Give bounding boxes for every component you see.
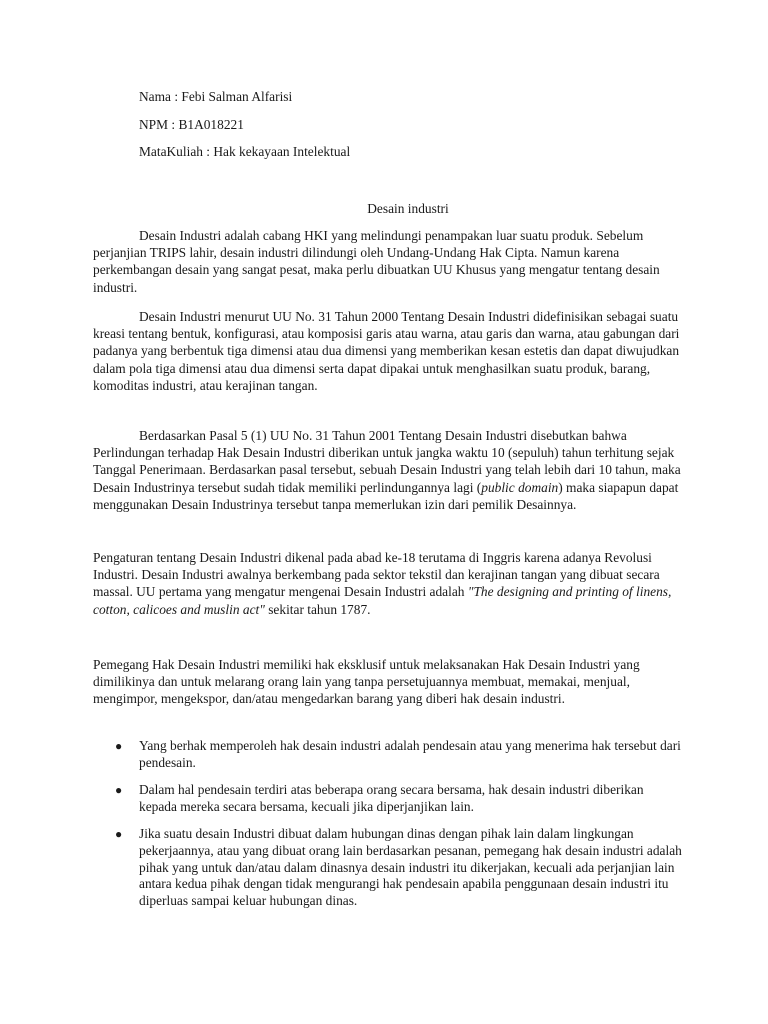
document-title: Desain industri [367, 201, 449, 216]
list-item [93, 826, 683, 909]
bullet-list [93, 738, 683, 920]
bullet-icon: ● [115, 783, 123, 798]
list-item [93, 738, 683, 771]
student-name: Nama : Febi Salman Alfarisi [139, 89, 293, 104]
list-item-text: Dalam hal pendesain terdiri atas beberapa orang secara bersama, hak desain industri diberikan kepada mereka secara bersama, kecuali jika diperjanjikan lain. [139, 782, 644, 814]
emphasis-text: public domain [481, 479, 559, 495]
paragraph-text: ) maka siapapun dapat menggunakan Desain Industrinya tersebut tanpa memerlukan izin dari pemilik Desainnya. [93, 479, 679, 512]
paragraph-rights-holder: Pemegang Hak Desain Industri memiliki hak eksklusif untuk melaksanakan Hak Desain Industri yang dimilikinya dan untuk melarang orang lain yang tanpa persetujuannya membuat, memakai, menjual, mengimpor, mengekspor, dan/atau mengedarkan barang yang diberi hak desain industri. [93, 657, 640, 707]
paragraph-definition: Desain Industri adalah cabang HKI yang melindungi penampakan luar suatu produk. Sebelum perjanjian TRIPS lahir, desain industri dilindungi oleh Undang-Undang Hak Cipta. Namun karena perkembangan desain yang sangat pesat, maka perlu dibuatkan UU Khusus yang mengatur tentang desain industri. [93, 228, 660, 295]
course-name: MataKuliah : Hak kekayaan Intelektual [139, 144, 351, 159]
paragraph-text: Berdasarkan Pasal 5 (1) UU No. 31 Tahun 2001 Tentang Desain Industri disebutkan bahwa Perlindungan terhadap Hak Desain Industri diberikan untuk jangka waktu 10 (sepuluh) tahun terhitung sejak Tanggal Penerimaan. Berdasarkan pasal tersebut, sebuah Desain Industri yang telah lebih dari 10 tahun, maka Desain Industrinya tersebut sudah tidak memiliki perlindungannya lagi ( [93, 428, 681, 495]
list-item-text: Yang berhak memperoleh hak desain industri adalah pendesain atau yang menerima hak tersebut dari pendesain. [139, 738, 681, 770]
student-npm: NPM : B1A018221 [139, 117, 244, 132]
list-item [93, 782, 683, 815]
paragraph-text: sekitar tahun 1787. [264, 601, 371, 617]
list-item-text: Jika suatu desain Industri dibuat dalam hubungan dinas dengan pihak lain dalam lingkungan pekerjaannya, atau yang dibuat orang lain berdasarkan pesanan, pemegang hak desain industri adalah pihak yang untuk dan/atau dalam dinasnya desain industri itu dikerjakan, kecuali ada perjanjian lain antara kedua pihak dengan tidak mengurangi hak pendesain apabila penggunaan desain industri itu diperluas sampai keluar hubungan dinas. [139, 826, 682, 908]
paragraph-text: Pengaturan tentang Desain Industri dikenal pada abad ke-18 terutama di Inggris karena adanya Revolusi Industri. Desain Industri awalnya berkembang pada sektor tekstil dan kerajinan tangan yang dibuat secara massal. UU pertama yang mengatur mengenai Desain Industri adalah [93, 550, 660, 600]
paragraph-history [93, 549, 683, 618]
paragraph-protection-period [93, 427, 683, 513]
emphasis-text: "The designing and printing of linens, cotton, calicoes and muslin act" [93, 584, 672, 617]
bullet-icon: ● [115, 739, 123, 753]
bullet-icon: ● [115, 827, 123, 842]
paragraph-uu-definition: Desain Industri menurut UU No. 31 Tahun 2000 Tentang Desain Industri didefinisikan sebagai suatu kreasi tentang bentuk, konfigurasi, atau komposisi garis atau warna, atau garis dan warna, atau gabungan dari padanya yang berbentuk tiga dimensi atau dua dimensi yang memberikan kesan estetis dan dapat diwujudkan dalam pola tiga dimensi atau dua dimensi serta dapat dipakai untuk menghasilkan suatu produk, barang, komoditas industri, atau kerajinan tangan. [93, 309, 680, 393]
